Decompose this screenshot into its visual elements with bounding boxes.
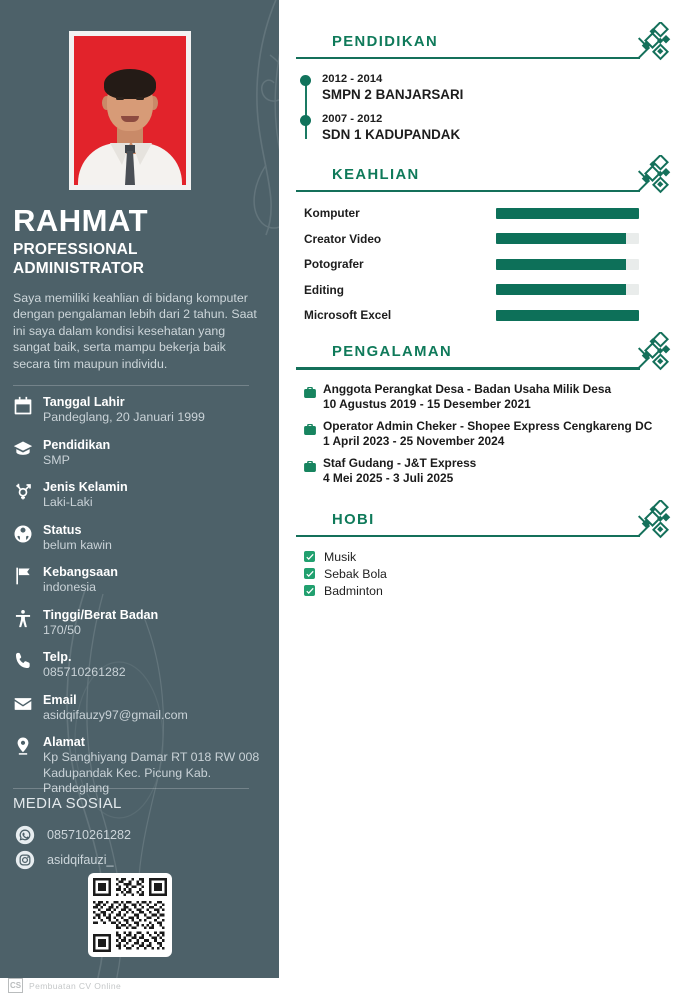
info-value: Pandeglang, 20 Januari 1999: [43, 410, 205, 424]
hobby-label: Badminton: [324, 583, 383, 598]
location-pin-icon: [13, 735, 43, 756]
social-item-instagram[interactable]: [15, 850, 114, 870]
watermark: [8, 978, 121, 993]
flag-icon: [13, 565, 43, 586]
experience-period: 4 Mei 2025 - 3 Juli 2025: [323, 470, 454, 485]
diamond-ornament-icon: [638, 500, 672, 551]
info-value: 170/50: [43, 622, 81, 637]
section-pendidikan: [296, 34, 678, 143]
info-label: Telp.: [43, 650, 72, 664]
social-media-heading: MEDIA SOSIAL: [13, 795, 122, 812]
skill-name: Creator Video: [304, 231, 382, 246]
page-title: RAHMAT: [13, 203, 149, 238]
section-rule: [296, 190, 640, 192]
hobby-label: Musik: [324, 549, 357, 564]
qr-code[interactable]: [88, 873, 172, 957]
info-value: belum kawin: [43, 537, 112, 552]
hobby-label: Sebak Bola: [324, 566, 387, 581]
info-item-email: [13, 693, 265, 724]
info-label: Tinggi/Berat Badan: [43, 607, 159, 622]
personal-info-list: [13, 395, 265, 809]
info-value: asidqifauzy97@gmail.com: [43, 707, 188, 722]
skill-bar-fill: [496, 310, 639, 321]
info-label: Pendidikan: [43, 437, 111, 452]
education-school: SDN 1 KADUPANDAK: [322, 127, 461, 143]
instagram-icon: [15, 850, 35, 870]
section-title: PENDIDIKAN: [332, 34, 439, 50]
job-title: [13, 240, 144, 278]
experience-period: 1 April 2023 - 25 November 2024: [323, 433, 505, 448]
info-value: SMP: [43, 452, 70, 467]
info-item-kebangsaan: [13, 565, 265, 596]
section-title: HOBI: [332, 511, 375, 528]
briefcase-icon: [304, 456, 323, 477]
info-value: indonesia: [43, 580, 97, 594]
skill-name: Komputer: [304, 206, 360, 221]
body-icon: [13, 608, 43, 629]
experience-item: [304, 382, 678, 412]
section-rule: [296, 57, 640, 59]
info-label: Tanggal Lahir: [43, 395, 125, 409]
sidebar-divider-social: [13, 788, 249, 789]
skill-row: [296, 257, 678, 271]
info-value: Laki-Laki: [43, 495, 93, 509]
info-item-jenis-kelamin: [13, 480, 265, 511]
social-value: 085710261282: [47, 828, 132, 842]
skills-list: [296, 206, 678, 322]
education-school: SMPN 2 BANJARSARI: [322, 87, 464, 103]
briefcase-icon: [304, 419, 323, 440]
education-period: 2007 - 2012: [322, 113, 383, 126]
section-pengalaman: [296, 344, 678, 485]
job-title-line2: ADMINISTRATOR: [13, 260, 145, 277]
section-keahlian: [296, 167, 678, 322]
sidebar: [0, 0, 279, 978]
info-item-tanggal-lahir: [13, 395, 265, 426]
swirl-decoration: [200, 0, 279, 245]
section-title: KEAHLIAN: [332, 167, 420, 184]
education-item: [322, 112, 678, 143]
experience-period: 10 Agustus 2019 - 15 Desember 2021: [323, 396, 531, 411]
info-label: Kebangsaan: [43, 565, 118, 579]
calendar-icon: [13, 395, 43, 416]
hobby-item: [304, 584, 678, 598]
hobbies-list: [296, 550, 678, 598]
job-title-line1: PROFESSIONAL: [13, 241, 138, 258]
hobby-item: [304, 550, 678, 564]
info-item-tinggi-berat: [13, 608, 265, 639]
diamond-ornament-icon: [638, 155, 672, 206]
profile-photo: [74, 36, 186, 185]
timeline-dot-icon: [300, 75, 311, 86]
phone-icon: [13, 650, 43, 671]
skill-bar-track: [496, 233, 639, 244]
section-hobi: [296, 512, 678, 598]
main-content: [296, 0, 678, 601]
whatsapp-icon: [15, 825, 35, 845]
social-value: asidqifauzi_: [47, 853, 114, 867]
watermark-text: Pembuatan CV Online: [29, 980, 122, 991]
diamond-ornament-icon: [638, 332, 672, 383]
education-item: [322, 72, 678, 103]
skill-bar-fill: [496, 208, 639, 219]
status-icon: [13, 523, 43, 544]
section-title: PENGALAMAN: [332, 344, 453, 361]
experience-item: [304, 419, 678, 449]
skill-bar-fill: [496, 284, 626, 295]
info-value: Kp Sanghiyang Damar RT 018 RW 008 Kadupandak Kec. Picung Kab. Pandeglang: [43, 750, 260, 795]
diamond-ornament-icon: [638, 22, 672, 73]
info-item-telp: [13, 650, 265, 681]
skill-row: [296, 308, 678, 322]
section-rule: [296, 535, 640, 537]
hobby-item: [304, 567, 678, 581]
skill-name: Potografer: [304, 257, 364, 272]
info-label: Jenis Kelamin: [43, 480, 128, 494]
info-item-pendidikan: [13, 438, 265, 469]
gender-icon: [13, 480, 43, 501]
watermark-logo-icon: CS: [8, 978, 23, 993]
info-label: Email: [43, 692, 77, 707]
skill-name: Editing: [304, 282, 344, 297]
briefcase-icon: [304, 382, 323, 403]
skill-bar-track: [496, 284, 639, 295]
checkbox-checked-icon: [304, 551, 315, 562]
checkbox-checked-icon: [304, 585, 315, 596]
skill-bar-track: [496, 310, 639, 321]
skill-row: [296, 283, 678, 297]
education-period: 2012 - 2014: [322, 73, 383, 86]
sidebar-divider-top: [13, 385, 249, 386]
skill-bar-fill: [496, 233, 626, 244]
skill-bar-track: [496, 208, 639, 219]
experience-position: Anggota Perangkat Desa - Badan Usaha Milik Desa: [323, 381, 612, 396]
experience-position: Operator Admin Cheker - Shopee Express Cengkareng DC: [323, 418, 653, 433]
profile-summary: Saya memiliki keahlian di bidang komputer dengan pengalaman lebih dari 2 tahun. Saat ini saya dalam kondisi kesehatan yang sangat baik, serta mampu bekerja baik secara tim maupun individu.: [13, 291, 257, 371]
skill-name: Microsoft Excel: [304, 308, 392, 323]
experience-list: [296, 382, 678, 486]
skill-row: [296, 206, 678, 220]
info-label: Alamat: [43, 735, 85, 749]
profile-photo-frame: [69, 31, 191, 190]
social-item-whatsapp[interactable]: [15, 825, 131, 845]
email-icon: [13, 693, 43, 714]
checkbox-checked-icon: [304, 568, 315, 579]
section-rule: [296, 367, 640, 369]
timeline-dot-icon: [300, 115, 311, 126]
info-label: Status: [43, 522, 82, 537]
timeline-line: [305, 77, 307, 139]
experience-position: Staf Gudang - J&T Express: [323, 455, 477, 470]
info-item-status: [13, 523, 265, 554]
skill-row: [296, 232, 678, 246]
info-value: 085710261282: [43, 665, 126, 679]
education-timeline: [296, 72, 678, 143]
experience-item: [304, 456, 678, 486]
graduation-cap-icon: [13, 438, 43, 459]
skill-bar-fill: [496, 259, 626, 270]
skill-bar-track: [496, 259, 639, 270]
